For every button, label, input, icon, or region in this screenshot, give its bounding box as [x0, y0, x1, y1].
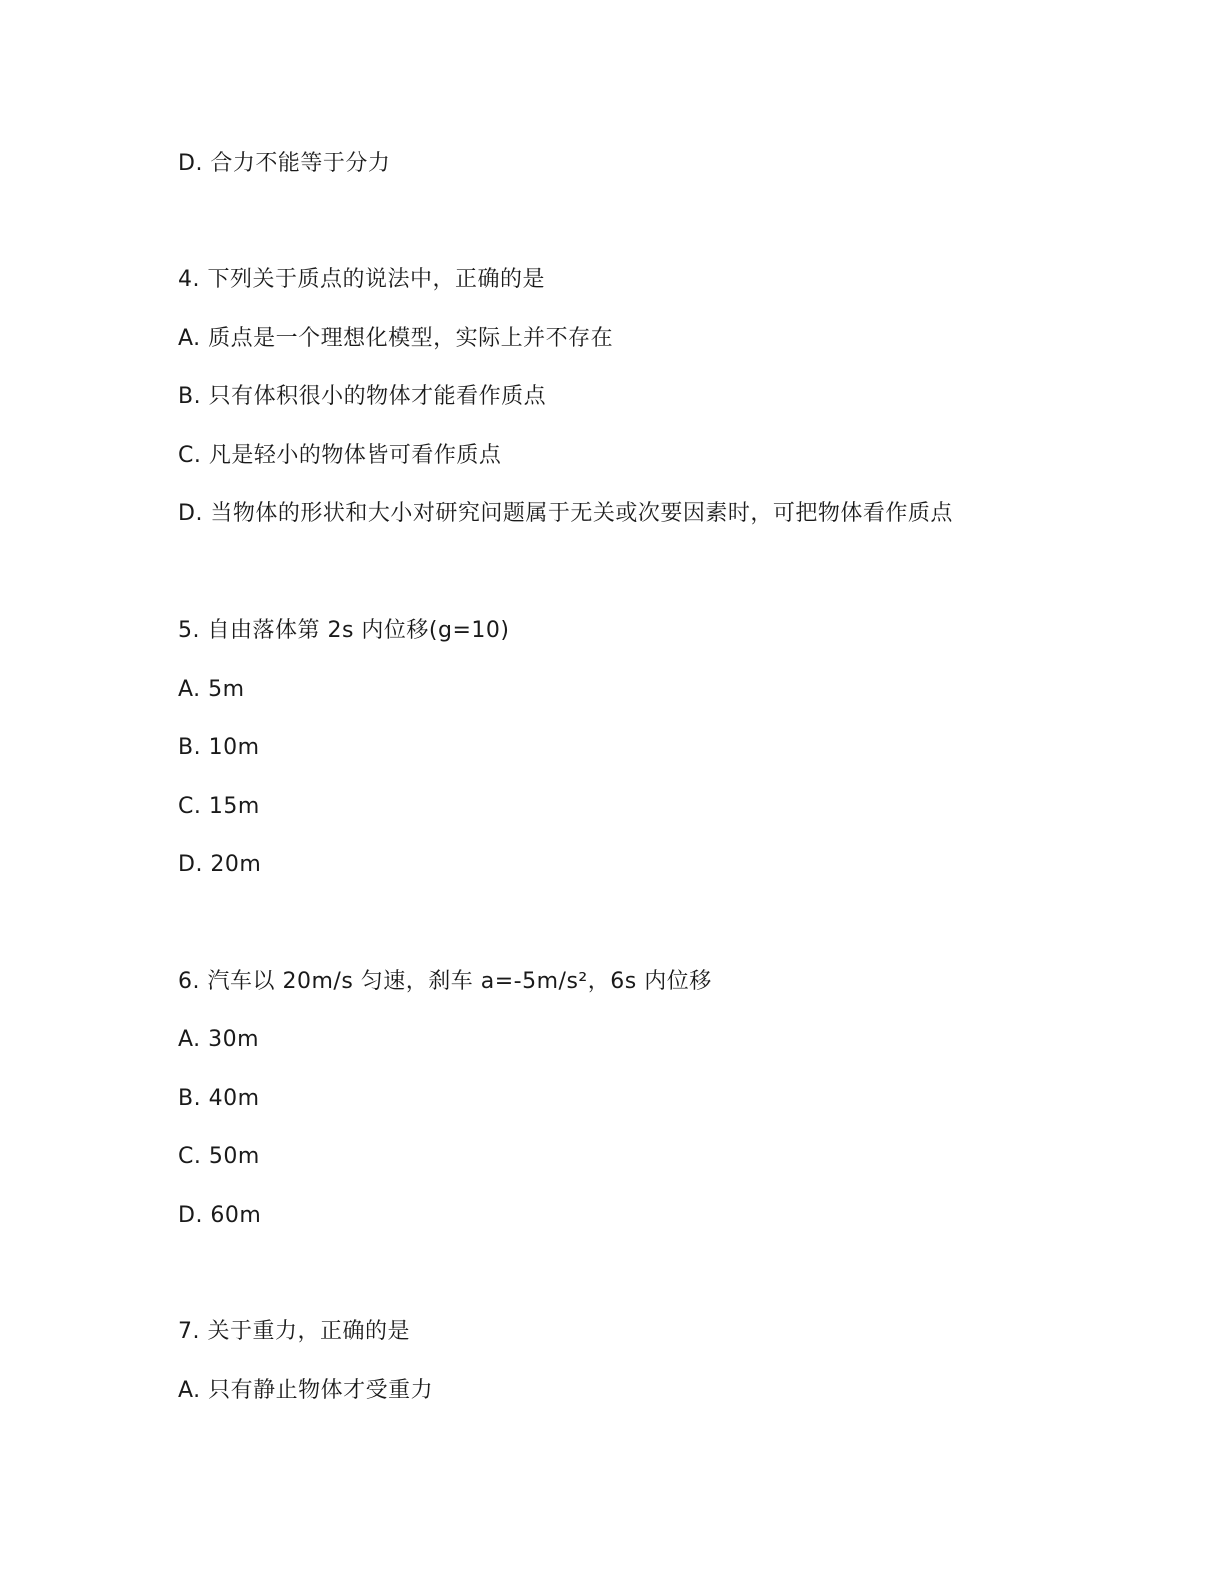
q4-option-d: D. 当物体的形状和大小对研究问题属于无关或次要因素时，可把物体看作质点 — [178, 501, 953, 526]
q3-option-d: D. 合力不能等于分力 — [178, 151, 391, 176]
q4-option-b: B. 只有体积很小的物体才能看作质点 — [178, 384, 547, 409]
q6-question: 6. 汽车以 20m/s 匀速，刹车 a=-5m/s²，6s 内位移 — [178, 969, 712, 994]
q6-option-a: A. 30m — [178, 1027, 260, 1052]
q7-option-a: A. 只有静止物体才受重力 — [178, 1378, 434, 1403]
q4-option-a: A. 质点是一个理想化模型，实际上并不存在 — [178, 326, 614, 351]
q5-question: 5. 自由落体第 2s 内位移(g=10) — [178, 618, 510, 643]
q5-option-a: A. 5m — [178, 677, 245, 702]
q5-option-d: D. 20m — [178, 852, 262, 877]
q7-question: 7. 关于重力，正确的是 — [178, 1319, 410, 1344]
q4-option-c: C. 凡是轻小的物体皆可看作质点 — [178, 443, 502, 468]
q6-option-b: B. 40m — [178, 1086, 260, 1111]
q5-option-c: C. 15m — [178, 794, 260, 819]
q6-option-c: C. 50m — [178, 1144, 260, 1169]
q4-question: 4. 下列关于质点的说法中，正确的是 — [178, 267, 545, 292]
q5-option-b: B. 10m — [178, 735, 260, 760]
q6-option-d: D. 60m — [178, 1203, 262, 1228]
